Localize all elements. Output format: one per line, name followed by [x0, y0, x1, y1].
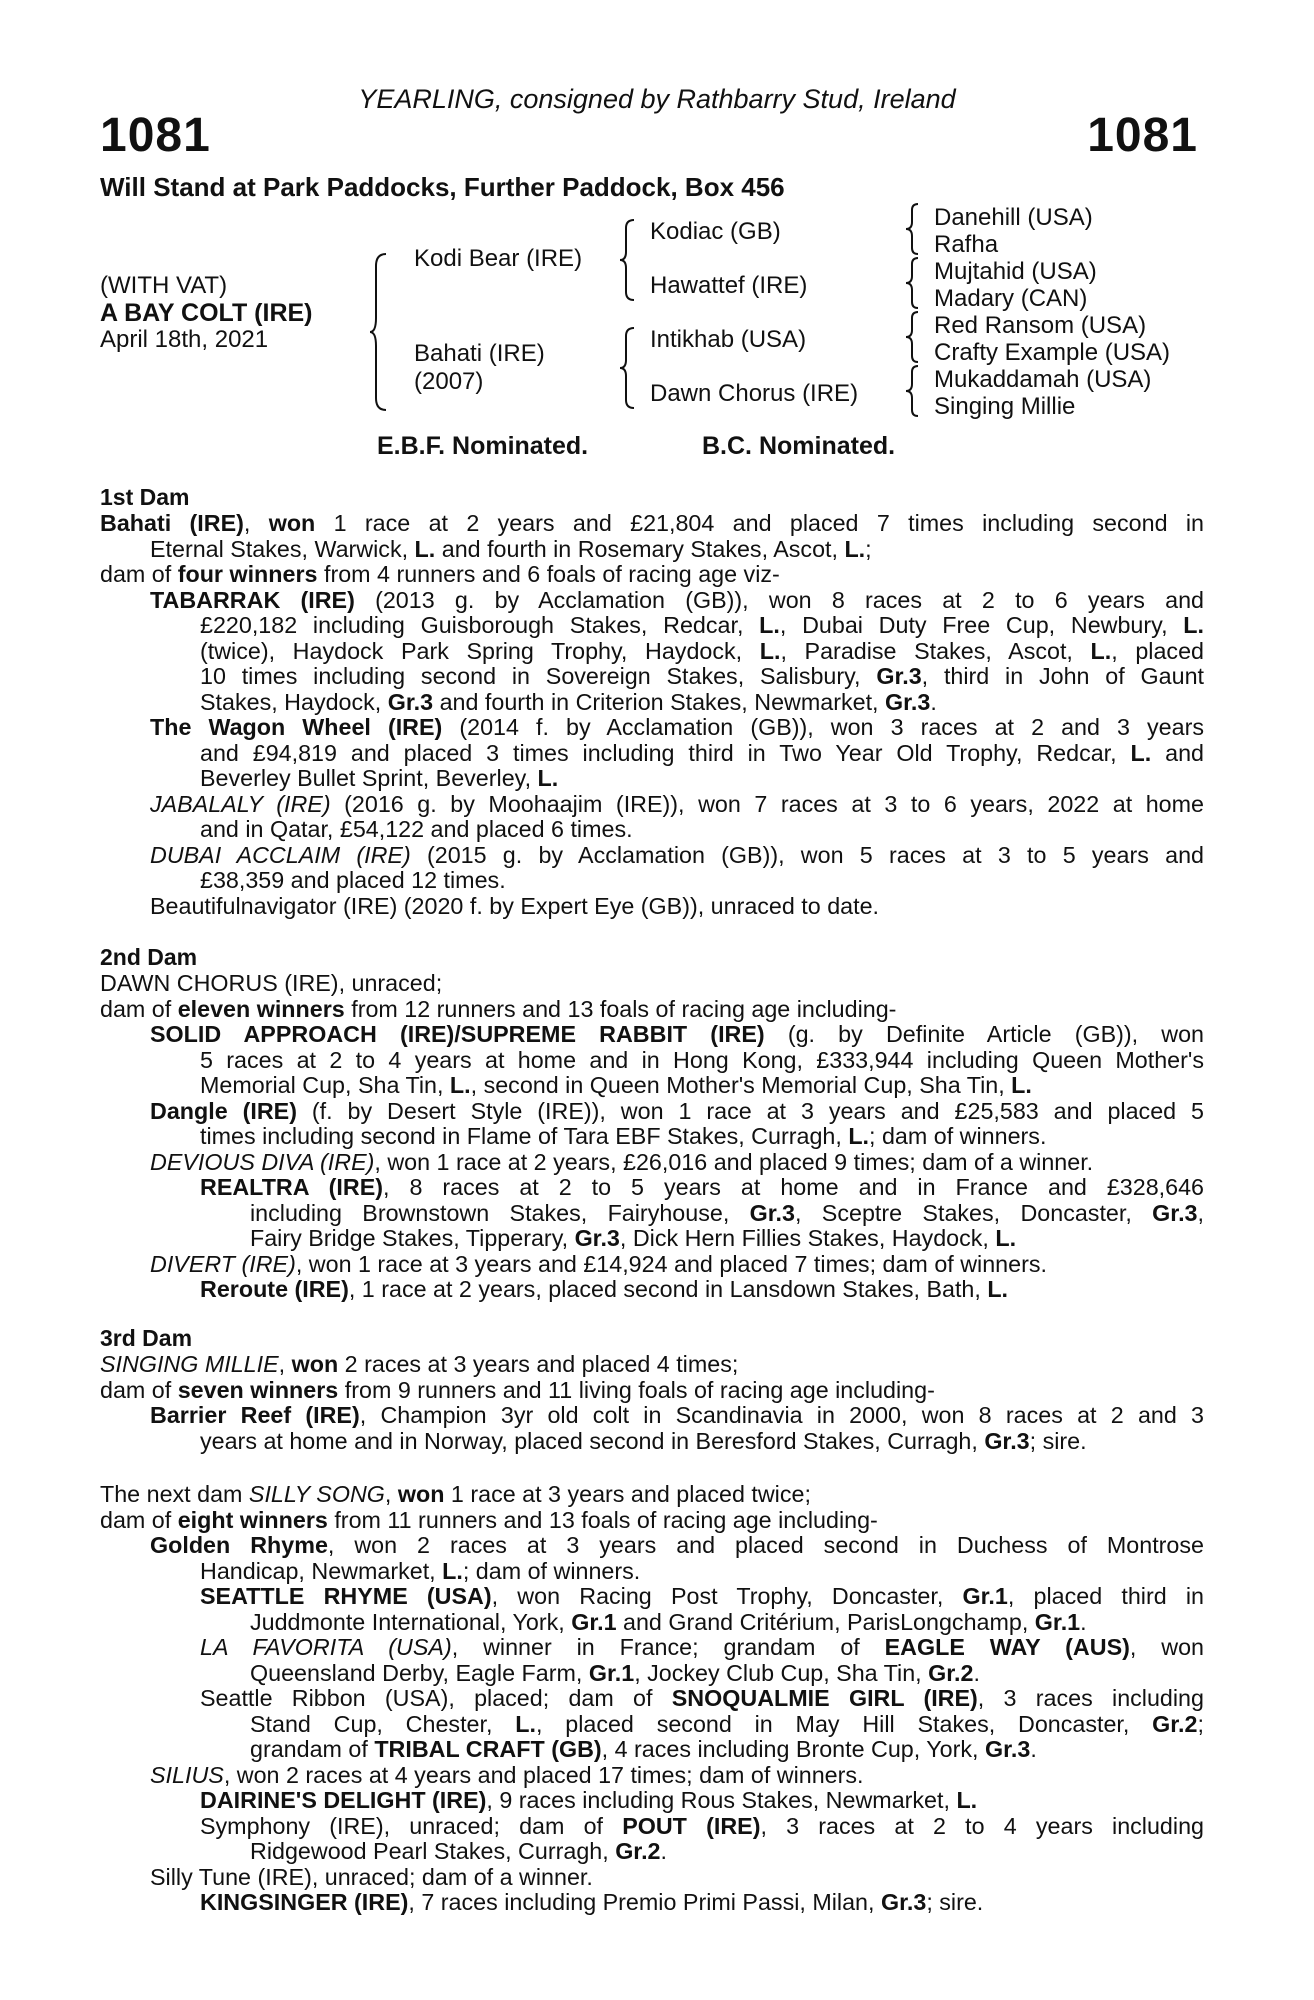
text-run: , won Racing Post Trophy, Doncaster, — [491, 1583, 963, 1609]
text-run: Dangle (IRE) — [150, 1097, 297, 1124]
progeny-line — [100, 690, 1204, 716]
text-run: , 1 race at 2 years, placed second in Lansdown Stakes, Bath, — [348, 1276, 988, 1302]
text-run: The next dam — [100, 1481, 249, 1507]
text-run: £220,182 including Guisborough Stakes, Redcar, — [200, 612, 760, 638]
text-run: and fourth in Rosemary Stakes, Ascot, — [435, 535, 845, 562]
pedigree-ggp-6: Crafty Example (USA) — [934, 339, 1171, 366]
text-run: L. — [956, 1787, 978, 1813]
text-run: Eternal Stakes, Warwick, — [150, 535, 415, 562]
text-run: , Jockey Club Cup, Sha Tin, — [634, 1659, 929, 1686]
text-run: TABARRAK (IRE) — [150, 586, 355, 613]
pedigree-brace-sire — [618, 218, 638, 302]
text-run: , Dick Hern Fillies Stakes, Haydock, — [619, 1225, 996, 1251]
pedigree-text-line — [100, 1686, 1204, 1712]
text-run: SEATTLE RHYME (USA) — [200, 1583, 492, 1609]
horse-name: A BAY COLT (IRE) — [100, 299, 313, 327]
pedigree-brace-gg3 — [904, 310, 922, 364]
pedigree-dam-sire: Intikhab (USA) — [650, 326, 807, 353]
text-run: POUT (IRE) — [622, 1812, 761, 1839]
text-run: won — [397, 1481, 445, 1507]
text-run: DAIRINE'S DELIGHT (IRE) — [200, 1787, 487, 1813]
text-run: , 4 races including Bronte Cup, York, — [601, 1736, 985, 1762]
text-run: times including second in Flame of Tara EBF Stakes, Curragh, — [200, 1123, 849, 1149]
text-run: Gr.1 — [571, 1608, 617, 1635]
first-dam-produce-summary — [100, 562, 1204, 588]
third-dam-section — [100, 1326, 1204, 1454]
text-run: Beverley Bullet Sprint, Beverley, — [200, 765, 538, 791]
text-run: Memorial Cup, Sha Tin, — [200, 1072, 450, 1098]
text-run: , second in Queen Mother's Memorial Cup, Sha Tin, — [470, 1072, 1012, 1098]
pedigree-ggp-1: Danehill (USA) — [934, 204, 1093, 231]
text-run: Fairy Bridge Stakes, Tipperary, — [250, 1225, 575, 1251]
pedigree-text-line — [100, 1277, 1204, 1303]
text-run: Gr.3 — [985, 1736, 1031, 1762]
progeny-line — [100, 588, 1204, 614]
text-run: LA FAVORITA (USA) — [200, 1634, 452, 1660]
text-run: SOLID APPROACH (IRE)/SUPREME RABBIT (IRE) — [150, 1021, 765, 1047]
pedigree-text-line — [100, 1814, 1204, 1840]
text-run: Ridgewood Pearl Stakes, Curragh, — [250, 1838, 616, 1864]
text-run: from 4 runners and 6 foals of racing age viz- — [317, 561, 780, 587]
pedigree-text-line — [100, 1124, 1204, 1150]
text-run: Gr.2 — [615, 1838, 661, 1864]
text-run: (twice), Haydock Park Spring Trophy, Haydock, — [200, 637, 760, 664]
text-run: , placed — [1111, 637, 1204, 664]
progeny-the-wagon-wheel — [100, 715, 1204, 792]
text-run: Gr.3 — [574, 1225, 620, 1251]
text-run: L. — [1130, 739, 1152, 766]
text-run: dam of — [100, 995, 178, 1022]
text-run: ; sire. — [1029, 1427, 1087, 1454]
pedigree-text-line — [100, 1635, 1204, 1661]
text-run: (2016 g. by Moohaajim (IRE)), won 7 races at 3 to 6 years, 2022 at home — [330, 790, 1204, 817]
pedigree-text-line — [100, 1763, 1204, 1789]
pedigree-text-line — [100, 1737, 1204, 1763]
text-run: L. — [759, 612, 780, 638]
progeny-line — [100, 715, 1204, 741]
progeny-tabarrak — [100, 588, 1204, 716]
progeny-line — [100, 868, 1204, 894]
text-run: Reroute (IRE) — [200, 1276, 349, 1302]
text-run: L. — [848, 1123, 870, 1149]
text-run: . — [973, 1659, 980, 1686]
text-run: . — [1030, 1736, 1037, 1762]
pedigree-text-line — [100, 1508, 1204, 1534]
text-run: Symphony (IRE), unraced; dam of — [200, 1812, 623, 1839]
text-run: , 7 races including Premio Primi Passi, Milan, — [408, 1889, 881, 1915]
pedigree-sire-sire: Kodiac (GB) — [650, 218, 781, 245]
pedigree-sire-dam: Hawattef (IRE) — [650, 272, 808, 299]
pedigree-text-line — [100, 1226, 1204, 1252]
text-run: L. — [537, 765, 559, 791]
text-run: Juddmonte International, York, — [250, 1608, 572, 1635]
vat-note: (WITH VAT) — [100, 272, 228, 299]
text-run: 1 race at 2 years and £21,804 and placed 7 times including second in — [315, 510, 1204, 536]
first-dam-line — [100, 511, 1204, 537]
text-run: £38,359 and placed 12 times. — [200, 867, 506, 893]
text-run: (2013 g. by Acclamation (GB)), won 8 races at 2 to 6 years and — [354, 586, 1204, 613]
text-run: and — [1151, 739, 1204, 766]
pedigree-text-line — [100, 1839, 1204, 1865]
pedigree-sire: Kodi Bear (IRE) — [414, 245, 583, 272]
progeny-line — [100, 664, 1204, 690]
text-run: L. — [1183, 612, 1204, 638]
pedigree-text-line — [100, 1429, 1204, 1455]
progeny-line — [100, 894, 1204, 920]
text-run: Gr.3 — [387, 688, 434, 715]
text-run: won — [268, 510, 316, 536]
progeny-line — [100, 792, 1204, 818]
text-run: Gr.3 — [1152, 1199, 1198, 1226]
text-run: KINGSINGER (IRE) — [200, 1889, 409, 1915]
text-run: Beautifulnavigator (IRE) (2020 f. by Expert Eye (GB)), unraced to date. — [150, 892, 880, 919]
pedigree-text-line — [100, 971, 1204, 997]
text-run: ; dam of winners. — [869, 1123, 1047, 1149]
first-dam-heading: 1st Dam — [100, 484, 190, 510]
text-run: Gr.2 — [1152, 1710, 1198, 1737]
pedigree-text-line — [100, 1712, 1204, 1738]
pedigree-brace-main — [368, 252, 392, 412]
text-run: , Paradise Stakes, Ascot, — [780, 637, 1091, 664]
pedigree-ggp-5: Red Ransom (USA) — [934, 312, 1147, 339]
text-run: L. — [844, 535, 866, 562]
pedigree-text-line — [100, 1099, 1204, 1125]
text-run: from 12 runners and 13 foals of racing age including- — [344, 995, 897, 1022]
text-run: (g. by Definite Article (GB)), won — [764, 1021, 1204, 1047]
text-run: , won 1 race at 2 years, £26,016 and placed 9 times; dam of a winner. — [374, 1148, 1094, 1175]
progeny-jabalaly — [100, 792, 1204, 843]
text-run: Gr.3 — [876, 663, 922, 689]
text-run: Gr.3 — [885, 688, 931, 715]
text-run: seven winners — [177, 1376, 339, 1403]
text-run: grandam of — [250, 1736, 375, 1762]
text-run: SILLY SONG — [248, 1481, 385, 1507]
text-run: dam of — [100, 561, 178, 587]
first-dam-line — [100, 537, 1204, 563]
text-run: and Grand Critérium, ParisLongchamp, — [616, 1608, 1035, 1635]
text-run: , 3 races at 2 to 4 years including — [760, 1812, 1204, 1839]
text-run: and in Qatar, £54,122 and placed 6 times. — [200, 816, 633, 842]
text-run: 5 races at 2 to 4 years at home and in Hong Kong, £333,944 including Queen Mother's — [200, 1046, 1204, 1073]
second-dam-heading: 2nd Dam — [100, 944, 198, 970]
text-run: , — [243, 510, 269, 536]
text-run: . — [1080, 1608, 1087, 1635]
pedigree-ggp-2: Rafha — [934, 231, 999, 258]
text-run: L. — [414, 535, 436, 562]
text-run: , Dubai Duty Free Cup, Newbury, — [779, 612, 1184, 638]
text-run: from 9 runners and 11 living foals of racing age including- — [338, 1376, 935, 1403]
progeny-line — [100, 817, 1204, 843]
text-run: Gr.3 — [749, 1199, 795, 1226]
pedigree-text-line — [100, 1661, 1204, 1687]
pedigree-ggp-3: Mujtahid (USA) — [934, 258, 1097, 285]
text-run: ; sire. — [926, 1889, 984, 1915]
text-run: Silly Tune (IRE), unraced; dam of a winner. — [150, 1863, 593, 1890]
pedigree-brace-dam — [618, 326, 638, 410]
text-run: The Wagon Wheel (IRE) — [150, 714, 443, 740]
progeny-line — [100, 639, 1204, 665]
text-run: (f. by Desert Style (IRE)), won 1 race at 3 years and £25,583 and placed 5 — [296, 1097, 1204, 1124]
pedigree-text-line — [100, 1175, 1204, 1201]
text-run: dam of — [100, 1506, 178, 1533]
text-run: Golden Rhyme — [150, 1532, 328, 1558]
text-run: , Champion 3yr old colt in Scandinavia in 2000, won 8 races at 2 and 3 — [359, 1402, 1205, 1428]
lot-number-left: 1081 — [100, 109, 211, 162]
pedigree-text-line — [100, 997, 1204, 1023]
text-run: eight winners — [177, 1506, 328, 1533]
pedigree-text-line — [100, 1890, 1204, 1916]
pedigree-text-line — [100, 1073, 1204, 1099]
text-run: , — [1197, 1199, 1204, 1226]
text-run: 2 races at 3 years and placed 4 times; — [338, 1351, 739, 1377]
pedigree-text-line — [100, 1352, 1204, 1378]
ebf-nomination: E.B.F. Nominated. — [377, 432, 589, 460]
text-run: DIVERT (IRE) — [150, 1250, 296, 1277]
text-run: from 11 runners and 13 foals of racing age including- — [327, 1506, 878, 1533]
foaling-date: April 18th, 2021 — [100, 326, 269, 353]
text-run: (2015 g. by Acclamation (GB)), won 5 races at 3 to 5 years and — [410, 841, 1204, 868]
pedigree-text-line — [100, 1048, 1204, 1074]
pedigree-dam-dam: Dawn Chorus (IRE) — [650, 380, 859, 407]
text-run: Seattle Ribbon (USA), placed; dam of — [200, 1685, 672, 1711]
lot-number-right: 1081 — [1087, 109, 1198, 162]
text-run: JABALALY (IRE) — [150, 790, 331, 817]
text-run: , won — [1129, 1634, 1204, 1660]
text-run: , placed second in May Hill Stakes, Doncaster, — [535, 1710, 1153, 1737]
text-run: , won 2 races at 3 years and placed second in Duchess of Montrose — [327, 1532, 1204, 1558]
text-run: DEVIOUS DIVA (IRE) — [150, 1148, 375, 1175]
text-run: L. — [442, 1557, 463, 1584]
pedigree-brace-gg2 — [904, 256, 922, 310]
text-run: , — [384, 1481, 398, 1507]
text-run: years at home and in Norway, placed second in Beresford Stakes, Curragh, — [200, 1427, 985, 1454]
third-dam-lines — [100, 1352, 1204, 1454]
pedigree-ggp-8: Singing Millie — [934, 393, 1076, 420]
text-run: , winner in France; grandam of — [451, 1634, 885, 1660]
text-run: EAGLE WAY (AUS) — [884, 1634, 1130, 1660]
pedigree-text-line — [100, 1865, 1204, 1891]
text-run: Gr.1 — [588, 1659, 635, 1686]
pedigree-text-line — [100, 1022, 1204, 1048]
text-run: SILIUS — [150, 1761, 224, 1788]
sale-subtitle: YEARLING, consigned by Rathbarry Stud, Ireland — [358, 84, 956, 114]
text-run: . — [660, 1838, 668, 1864]
text-run: and fourth in Criterion Stakes, Newmarket, — [433, 688, 885, 715]
pedigree-dam-year: (2007) — [414, 368, 484, 395]
text-run: 1 race at 3 years and placed twice; — [444, 1481, 811, 1507]
text-run: L. — [1090, 637, 1112, 664]
pedigree-text-line — [100, 1533, 1204, 1559]
bc-nomination: B.C. Nominated. — [702, 432, 896, 460]
progeny-line — [100, 613, 1204, 639]
first-dam-section — [100, 485, 1204, 919]
text-run: , — [278, 1351, 292, 1377]
pedigree-text-line — [100, 1482, 1204, 1508]
text-run: L. — [995, 1225, 1017, 1251]
pedigree-dam: Bahati (IRE) — [414, 340, 545, 367]
pedigree-text-line — [100, 1378, 1204, 1404]
text-run: , won 1 race at 3 years and £14,924 and placed 7 times; dam of winners. — [295, 1250, 1047, 1277]
next-dam-lines — [100, 1482, 1204, 1916]
text-run: , third in John of Gaunt — [921, 663, 1204, 689]
pedigree-ggp-4: Madary (CAN) — [934, 285, 1088, 312]
text-run: , 8 races at 2 to 5 years at home and in France and £328,646 — [383, 1174, 1204, 1200]
text-run: ; dam of winners. — [462, 1557, 641, 1584]
pedigree-text-line — [100, 1584, 1204, 1610]
text-run: Bahati (IRE) — [100, 510, 244, 536]
pedigree-text-line — [100, 1610, 1204, 1636]
pedigree-text-line — [100, 1252, 1204, 1278]
text-run: , placed third in — [1007, 1583, 1205, 1609]
text-run: Barrier Reef (IRE) — [150, 1402, 360, 1428]
text-run: . — [930, 688, 937, 715]
text-run: Gr.3 — [984, 1427, 1030, 1454]
text-run: won — [291, 1351, 339, 1377]
progeny-line — [100, 766, 1204, 792]
pedigree-text-line — [100, 1201, 1204, 1227]
text-run: eleven winners — [177, 995, 345, 1022]
text-run: including Brownstown Stakes, Fairyhouse, — [250, 1199, 750, 1226]
text-run: Gr.1 — [962, 1583, 1008, 1609]
progeny-line — [100, 741, 1204, 767]
text-run: Gr.1 — [1034, 1608, 1081, 1635]
text-run: L. — [759, 637, 781, 664]
pedigree-brace-gg4 — [904, 364, 922, 418]
pedigree-text-line — [100, 1788, 1204, 1814]
pedigree-text-line — [100, 1150, 1204, 1176]
progeny-line — [100, 843, 1204, 869]
text-run: L. — [515, 1710, 536, 1737]
text-run: Handicap, Newmarket, — [200, 1557, 443, 1584]
text-run: ; — [1197, 1710, 1204, 1737]
text-run: Stakes, Haydock, — [200, 688, 388, 715]
text-run: DAWN CHORUS (IRE), unraced; — [100, 970, 443, 996]
next-dam-section — [100, 1482, 1204, 1916]
text-run: , Sceptre Stakes, Doncaster, — [794, 1199, 1153, 1226]
text-run: Stand Cup, Chester, — [250, 1710, 516, 1737]
text-run: (2014 f. by Acclamation (GB)), won 3 races at 2 and 3 years — [442, 714, 1204, 740]
second-dam-section — [100, 945, 1204, 1303]
text-run: and £94,819 and placed 3 times including third in Two Year Old Trophy, Redcar, — [200, 739, 1131, 766]
text-run: L. — [987, 1276, 1009, 1302]
text-run: Gr.2 — [928, 1659, 974, 1686]
text-run: REALTRA (IRE) — [200, 1174, 384, 1200]
pedigree-brace-gg1 — [904, 202, 922, 256]
text-run: ; — [865, 535, 872, 562]
text-run: Queensland Derby, Eagle Farm, — [250, 1659, 589, 1686]
progeny-beautifulnavigator — [100, 894, 1204, 920]
third-dam-heading: 3rd Dam — [100, 1325, 193, 1351]
pedigree-ggp-7: Mukaddamah (USA) — [934, 366, 1152, 393]
text-run: four winners — [177, 561, 318, 587]
pedigree-text-line — [100, 1403, 1204, 1429]
pedigree-text-line — [100, 1559, 1204, 1585]
text-run: , 9 races including Rous Stakes, Newmarket, — [486, 1787, 957, 1813]
progeny-dubai-acclaim — [100, 843, 1204, 894]
text-run: L. — [1011, 1072, 1032, 1098]
text-run: DUBAI ACCLAIM (IRE) — [150, 841, 411, 868]
text-run: TRIBAL CRAFT (GB) — [374, 1736, 602, 1762]
text-run: L. — [449, 1072, 471, 1098]
stand-location: Will Stand at Park Paddocks, Further Paddock, Box 456 — [100, 172, 785, 202]
text-run: Gr.3 — [880, 1889, 927, 1915]
text-run: , won 2 races at 4 years and placed 17 times; dam of winners. — [223, 1761, 864, 1788]
text-run: SNOQUALMIE GIRL (IRE) — [671, 1685, 978, 1711]
second-dam-lines — [100, 971, 1204, 1303]
text-run: dam of — [100, 1376, 178, 1403]
text-run: , 3 races including — [977, 1685, 1204, 1711]
text-run: 10 times including second in Sovereign Stakes, Salisbury, — [200, 663, 877, 689]
text-run: SINGING MILLIE — [100, 1351, 279, 1377]
